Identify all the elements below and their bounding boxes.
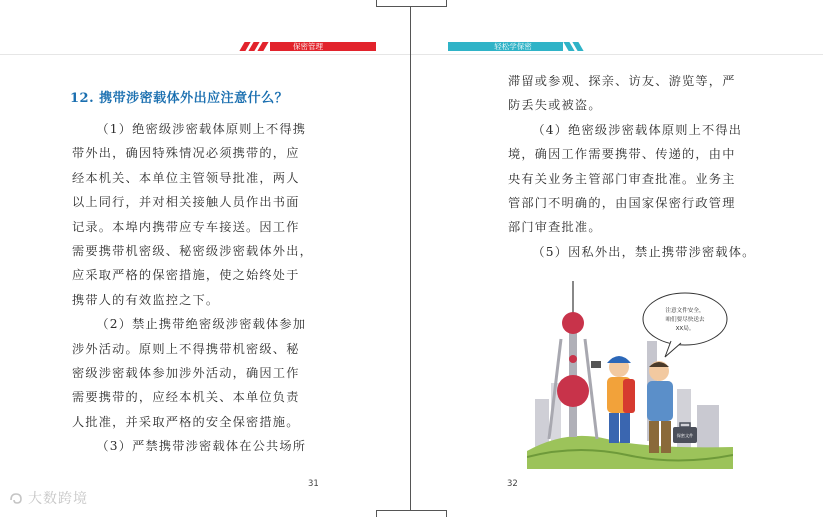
text-line: 以上同行，并对相关接触人员作出书面 xyxy=(72,195,300,210)
text-line: （3）严禁携带涉密载体在公共场所 xyxy=(96,439,307,454)
left-page-body xyxy=(72,117,330,459)
watermark-text: 大数跨境 xyxy=(28,491,88,507)
speech-bubble-tail xyxy=(665,341,681,357)
text-line: 携带人的有效监控之下。 xyxy=(72,292,220,307)
speech-text-line: XX局。 xyxy=(675,326,695,332)
text-line: 需要携带的，应经本机关、本单位负责 xyxy=(72,390,300,405)
left-page-number: 31 xyxy=(308,479,319,489)
speech-text-line: 注意文件安全， xyxy=(665,308,705,314)
left-header-label: 保密管理 xyxy=(293,42,323,51)
text-line: 应采取严格的保密措施，使之始终处于 xyxy=(72,268,300,283)
right-header-banner xyxy=(448,42,588,51)
text-line: 涉外活动。原则上不得携带机密级、秘 xyxy=(72,341,300,356)
watermark-logo-icon xyxy=(8,490,24,506)
tower-upper-sphere xyxy=(562,312,584,334)
text-line: 记录。本埠内携带应专车接送。因工作 xyxy=(72,219,300,234)
top-binding-tab xyxy=(376,0,447,7)
text-line: 部门审查批准。 xyxy=(508,220,602,235)
question-title: 12. 携带涉密载体外出应注意什么？ xyxy=(70,91,289,106)
building xyxy=(535,399,549,449)
text-line: 央有关业务主管部门审查批准。业务主 xyxy=(508,171,736,186)
text-line: 防丢失或被盗。 xyxy=(508,98,602,113)
text-line: 境，确因工作需要携带、传递的，由中 xyxy=(508,147,736,162)
left-header-banner xyxy=(236,42,376,51)
tourist-leg xyxy=(620,413,630,443)
camera-icon xyxy=(591,361,601,368)
text-line: 人批准，并采取严格的安全保密措施。 xyxy=(72,414,300,429)
briefcase-label: 保密文件 xyxy=(676,433,694,438)
tourist-cap xyxy=(607,356,631,363)
text-line: （2）禁止携带绝密级涉密载体参加 xyxy=(96,317,307,332)
top-rule xyxy=(0,54,823,55)
backpack xyxy=(623,379,635,413)
right-page-number: 32 xyxy=(507,479,518,489)
text-line: 需要携带机密级、秘密级涉密载体外出， xyxy=(72,244,313,259)
speech-text-line: 咱们要尽快送去 xyxy=(665,317,705,323)
travel-illustration xyxy=(527,279,733,469)
traveler-jacket xyxy=(647,381,673,421)
traveler-leg xyxy=(661,421,671,453)
text-line: （4）绝密级涉密载体原则上不得出 xyxy=(532,122,743,137)
header-stripe xyxy=(257,42,268,51)
right-header-label: 轻松学保密 xyxy=(494,42,532,51)
text-line: 密级涉密载体参加涉外活动，确因工作 xyxy=(72,366,300,381)
tower-mid-sphere xyxy=(569,355,577,363)
tower-lower-sphere xyxy=(557,375,589,407)
text-line: 带外出，确因特殊情况必须携带的，应 xyxy=(72,146,300,161)
text-line: 滞留或参观、探亲、访友、游览等，严 xyxy=(508,74,736,88)
watermark xyxy=(8,489,88,507)
tourist-leg xyxy=(609,413,619,443)
gutter-line xyxy=(410,0,411,516)
text-line: （5）因私外出，禁止携带涉密载体。 xyxy=(532,244,756,259)
text-line: 经本机关、本单位主管领导批准，两人 xyxy=(72,170,300,185)
traveler-leg xyxy=(649,421,659,453)
text-line: 管部门不明确的，由国家保密行政管理 xyxy=(508,196,736,211)
building xyxy=(697,405,719,449)
text-line: （1）绝密级涉密载体原则上不得携 xyxy=(96,122,307,136)
right-page-body xyxy=(508,69,764,264)
